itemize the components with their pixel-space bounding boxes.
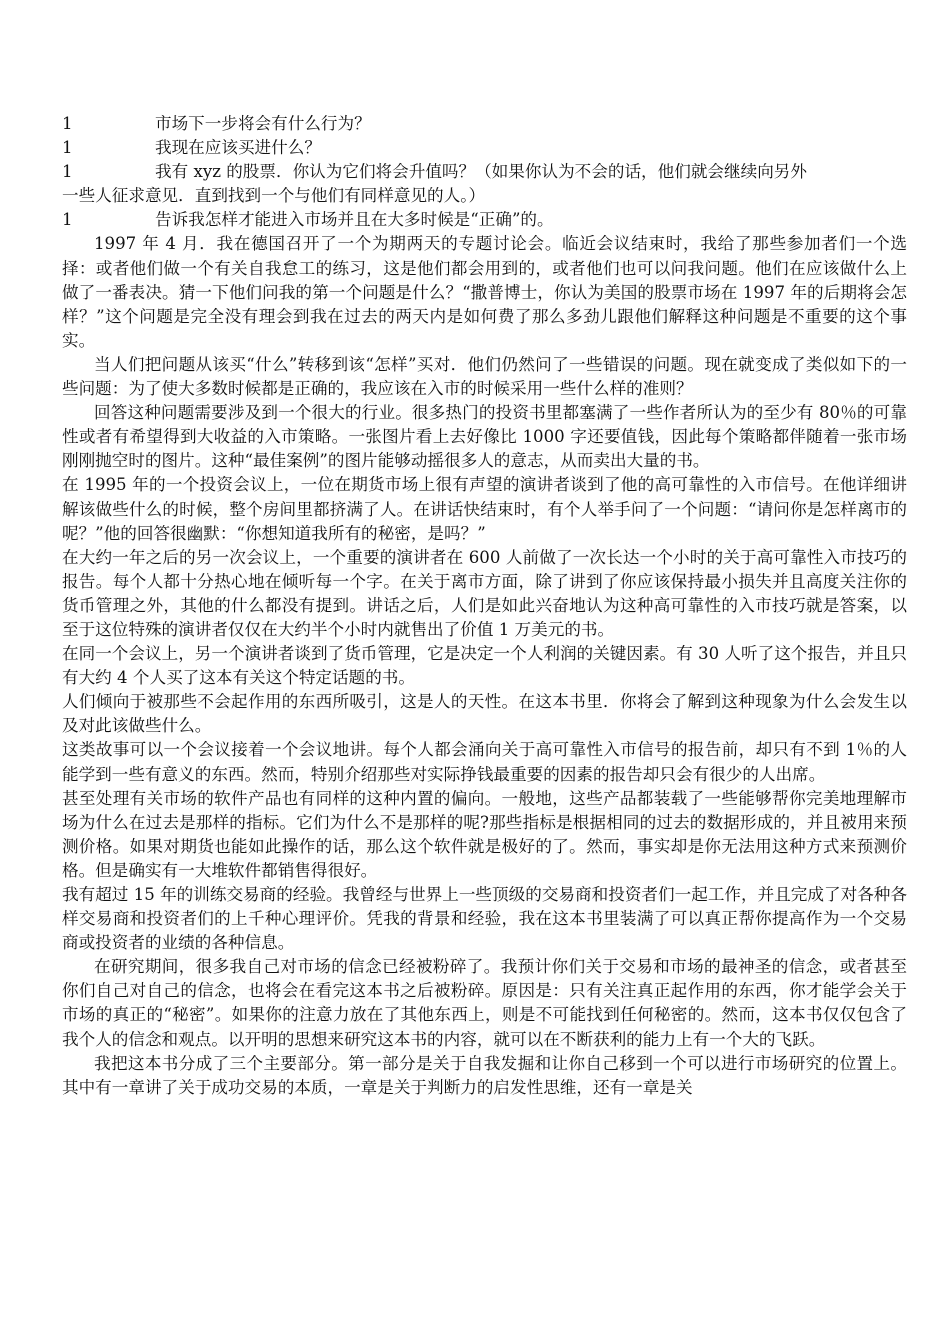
list-number: 1: [62, 114, 73, 133]
paragraph: 人们倾向于被那些不会起作用的东西所吸引，这是人的天性。在这本书里．你将会了解到这种现象为什么会发生以及对此该做些什么。: [62, 692, 907, 736]
list-item: [62, 136, 907, 160]
paragraph: 在同一个会议上，另一个演讲者谈到了货币管理，它是决定一个人利润的关键因素。有 30 人听了这个报告，并且只有大约 4 个人买了这本有关这个特定话题的书。: [62, 644, 907, 688]
list-number: 1: [62, 138, 73, 158]
paragraph: 甚至处理有关市场的软件产品也有同样的这种内置的偏向。一般地，这些产品都装载了一些能够帮你完美地理解市场为什么在过去是那样的指标。它们为什么不是那样的呢?那些指标是根据相同的过去的数据形成的，并且被用来预测价格。如果对期货也能如此操作的话，那么这个软件就是极好的了。然而，事实却是你无法用这种方式来预测价格。但是确实有一大堆软件都销售得很好。: [62, 788, 907, 880]
list-item: [62, 208, 907, 232]
list-number: 1: [62, 210, 73, 230]
paragraph: 这类故事可以一个会议接着一个会议地讲。每个人都会涌向关于高可靠性入市信号的报告前，却只有不到 1％的人能学到一些有意义的东西。然而，特别介绍那些对实际挣钱最重要的因素的报告却只会有很少的人出席。: [62, 740, 907, 784]
paragraph: 我有超过 15 年的训练交易商的经验。我曾经与世界上一些顶级的交易商和投资者们一起工作，并且完成了对各种各样交易商和投资者们的上千种心理评价。凭我的背景和经验，我在这本书里装满了可以真正帮你提高作为一个交易商或投资者的业绩的各种信息。: [62, 885, 907, 953]
document-page: [62, 112, 907, 1100]
list-number: 1: [62, 162, 73, 182]
paragraph: 回答这种问题需要涉及到一个很大的行业。很多热门的投资书里都塞满了一些作者所认为的至少有 80％的可靠性或者有希望得到大收益的入市策略。一张图片看上去好像比 1000 字还要值钱，因此每个策略都伴随着一张市场刚刚抛空时的图片。这种“最佳案例”的图片能够动摇很多人的意志，从而卖出大量的书。: [62, 403, 907, 471]
list-text: 我现在应该买进什么？: [155, 138, 321, 158]
paragraph: 在大约一年之后的另一次会议上，一个重要的演讲者在 600 人前做了一次长达一个小时的关于高可靠性入市技巧的报告。每个人都十分热心地在倾听每一个字。在关于离市方面，除了讲到了你应该保持最小损失并且高度关注你的货币管理之外，其他的什么都没有提到。讲话之后，人们是如此兴奋地认为这种高可靠性的入市技巧就是答案，以至于这位特殊的演讲者仅仅在大约半个小时内就售出了价值 1 万美元的书。: [62, 547, 907, 639]
paragraph: 我把这本书分成了三个主要部分。第一部分是关于自我发掘和让你自己移到一个可以进行市场研究的位置上。其中有一章讲了关于成功交易的本质，一章是关于判断力的启发性思维，还有一章是关: [62, 1053, 907, 1097]
list-text: 市场下一步将会有什么行为？: [155, 114, 371, 133]
list-text: 告诉我怎样才能进入市场并且在大多时候是“正确”的。: [155, 210, 554, 230]
list-item: [62, 160, 907, 208]
paragraph: 在研究期间，很多我自己对市场的信念已经被粉碎了。我预计你们关于交易和市场的最神圣的信念，或者甚至你们自己对自己的信念，也将会在看完这本书之后被粉碎。原因是：只有关注真正起作用的东西，你才能学会关于市场的真正的“秘密”。如果你的注意力放在了其他东西上，则是不可能找到任何秘密的。然而，这本书仅仅包含了我个人的信念和观点。以开明的思想来研究这本书的内容，就可以在不断获利的能力上有一个大的飞跃。: [62, 957, 907, 1049]
list-text: 我有 xyz 的股票．你认为它们将会升值吗？（如果你认为不会的话，他们就会继续向另外: [155, 162, 807, 182]
paragraph: 在 1995 年的一个投资会议上，一位在期货市场上很有声望的演讲者谈到了他的高可靠性的入市信号。在他详细讲解该做些什么的时候，整个房间里都挤满了人。在讲话快结束时，有个人举手问了一个问题：“请问你是怎样离市的呢？”他的回答很幽默：“你想知道我所有的秘密，是吗？”: [62, 475, 907, 543]
paragraph: 1997 年 4 月．我在德国召开了一个为期两天的专题讨论会。临近会议结束时，我给了那些参加者们一个选择：或者他们做一个有关自我怠工的练习，这是他们都会用到的，或者他们也可以问我问题。他们在应该做什么上做了一番表决。猜一下他们问我的第一个问题是什么？“撒普博士，你认为美国的股票市场在 1997 年的后期将会怎样？”这个问题是完全没有理会到我在过去的两天内是如何费了那么多劲儿跟他们解释这种问题是不重要的这个事实。: [62, 234, 907, 350]
paragraph: 当人们把问题从该买“什么”转移到该“怎样”买对．他们仍然问了一些错误的问题。现在就变成了类似如下的一些问题：为了使大多数时候都是正确的，我应该在入市的时候采用一些什么样的准则？: [62, 354, 907, 399]
list-item: [62, 112, 907, 136]
list-text-continuation: 一些人征求意见．直到找到一个与他们有同样意见的人。）: [62, 186, 486, 206]
